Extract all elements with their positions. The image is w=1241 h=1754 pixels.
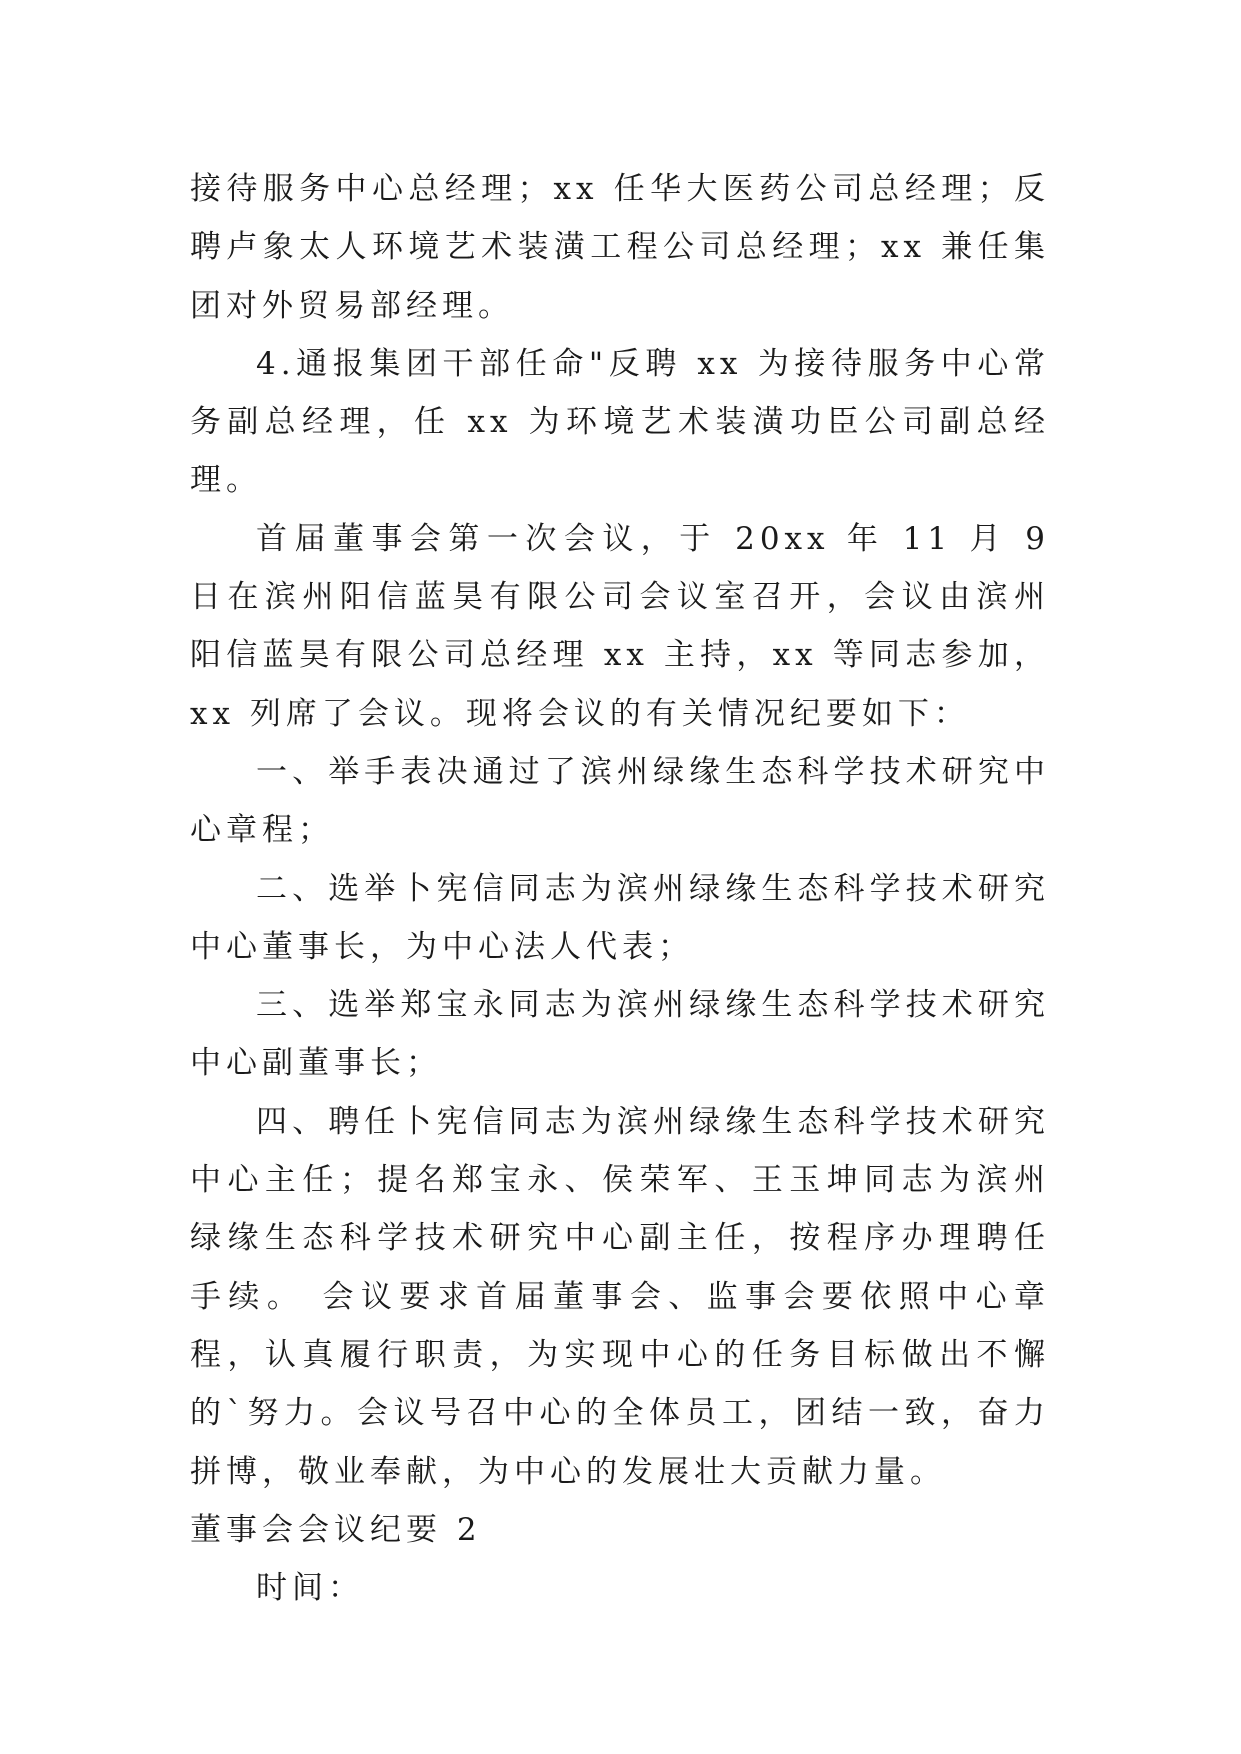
document-body <box>190 160 1050 1617</box>
paragraph-resolution-1: 一、举手表决通过了滨州绿缘生态科学技术研究中心章程； <box>190 753 1050 849</box>
paragraph-item-4: 4.通报集团干部任命"反聘 xx 为接待服务中心常务副总经理，任 xx 为环境艺术装潢功臣公司副总经理。 <box>190 345 1050 499</box>
paragraph-meeting-intro: 首届董事会第一次会议，于 20xx 年 11 月 9 日在滨州阳信蓝昊有限公司会议室召开，会议由滨州阳信蓝昊有限公司总经理 xx 主持，xx 等同志参加，xx 列席了会议。现将会议的有关情况纪要如下： <box>190 520 1050 732</box>
paragraph-resolution-2: 二、选举卜宪信同志为滨州绿缘生态科学技术研究中心董事长，为中心法人代表； <box>190 870 1050 965</box>
paragraph-resolution-4: 四、聘任卜宪信同志为滨州绿缘生态科学技术研究中心主任；提名郑宝永、侯荣军、王玉坤同志为滨州绿缘生态科学技术研究中心副主任，按程序办理聘任手续。 会议要求首届董事会、监事会要依照中心章程，认真履行职责，为实现中心的任务目标做出不懈的`努力。会议号召中心的全体员工，团结一致，奋力拼博，敬业奉献，为中心的发展壮大贡献力量。 <box>190 1103 1050 1490</box>
paragraph-resolution-3: 三、选举郑宝永同志为滨州绿缘生态科学技术研究中心副董事长； <box>190 987 1050 1082</box>
paragraph-appointments-continued: 接待服务中心总经理；xx 任华大医药公司总经理；反聘卢象太人环境艺术装潢工程公司总经理；xx 兼任集团对外贸易部经理。 <box>190 171 1050 324</box>
paragraph-time-label: 时间： <box>256 1570 364 1607</box>
section-heading-minutes-2: 董事会会议纪要 2 <box>190 1511 482 1548</box>
